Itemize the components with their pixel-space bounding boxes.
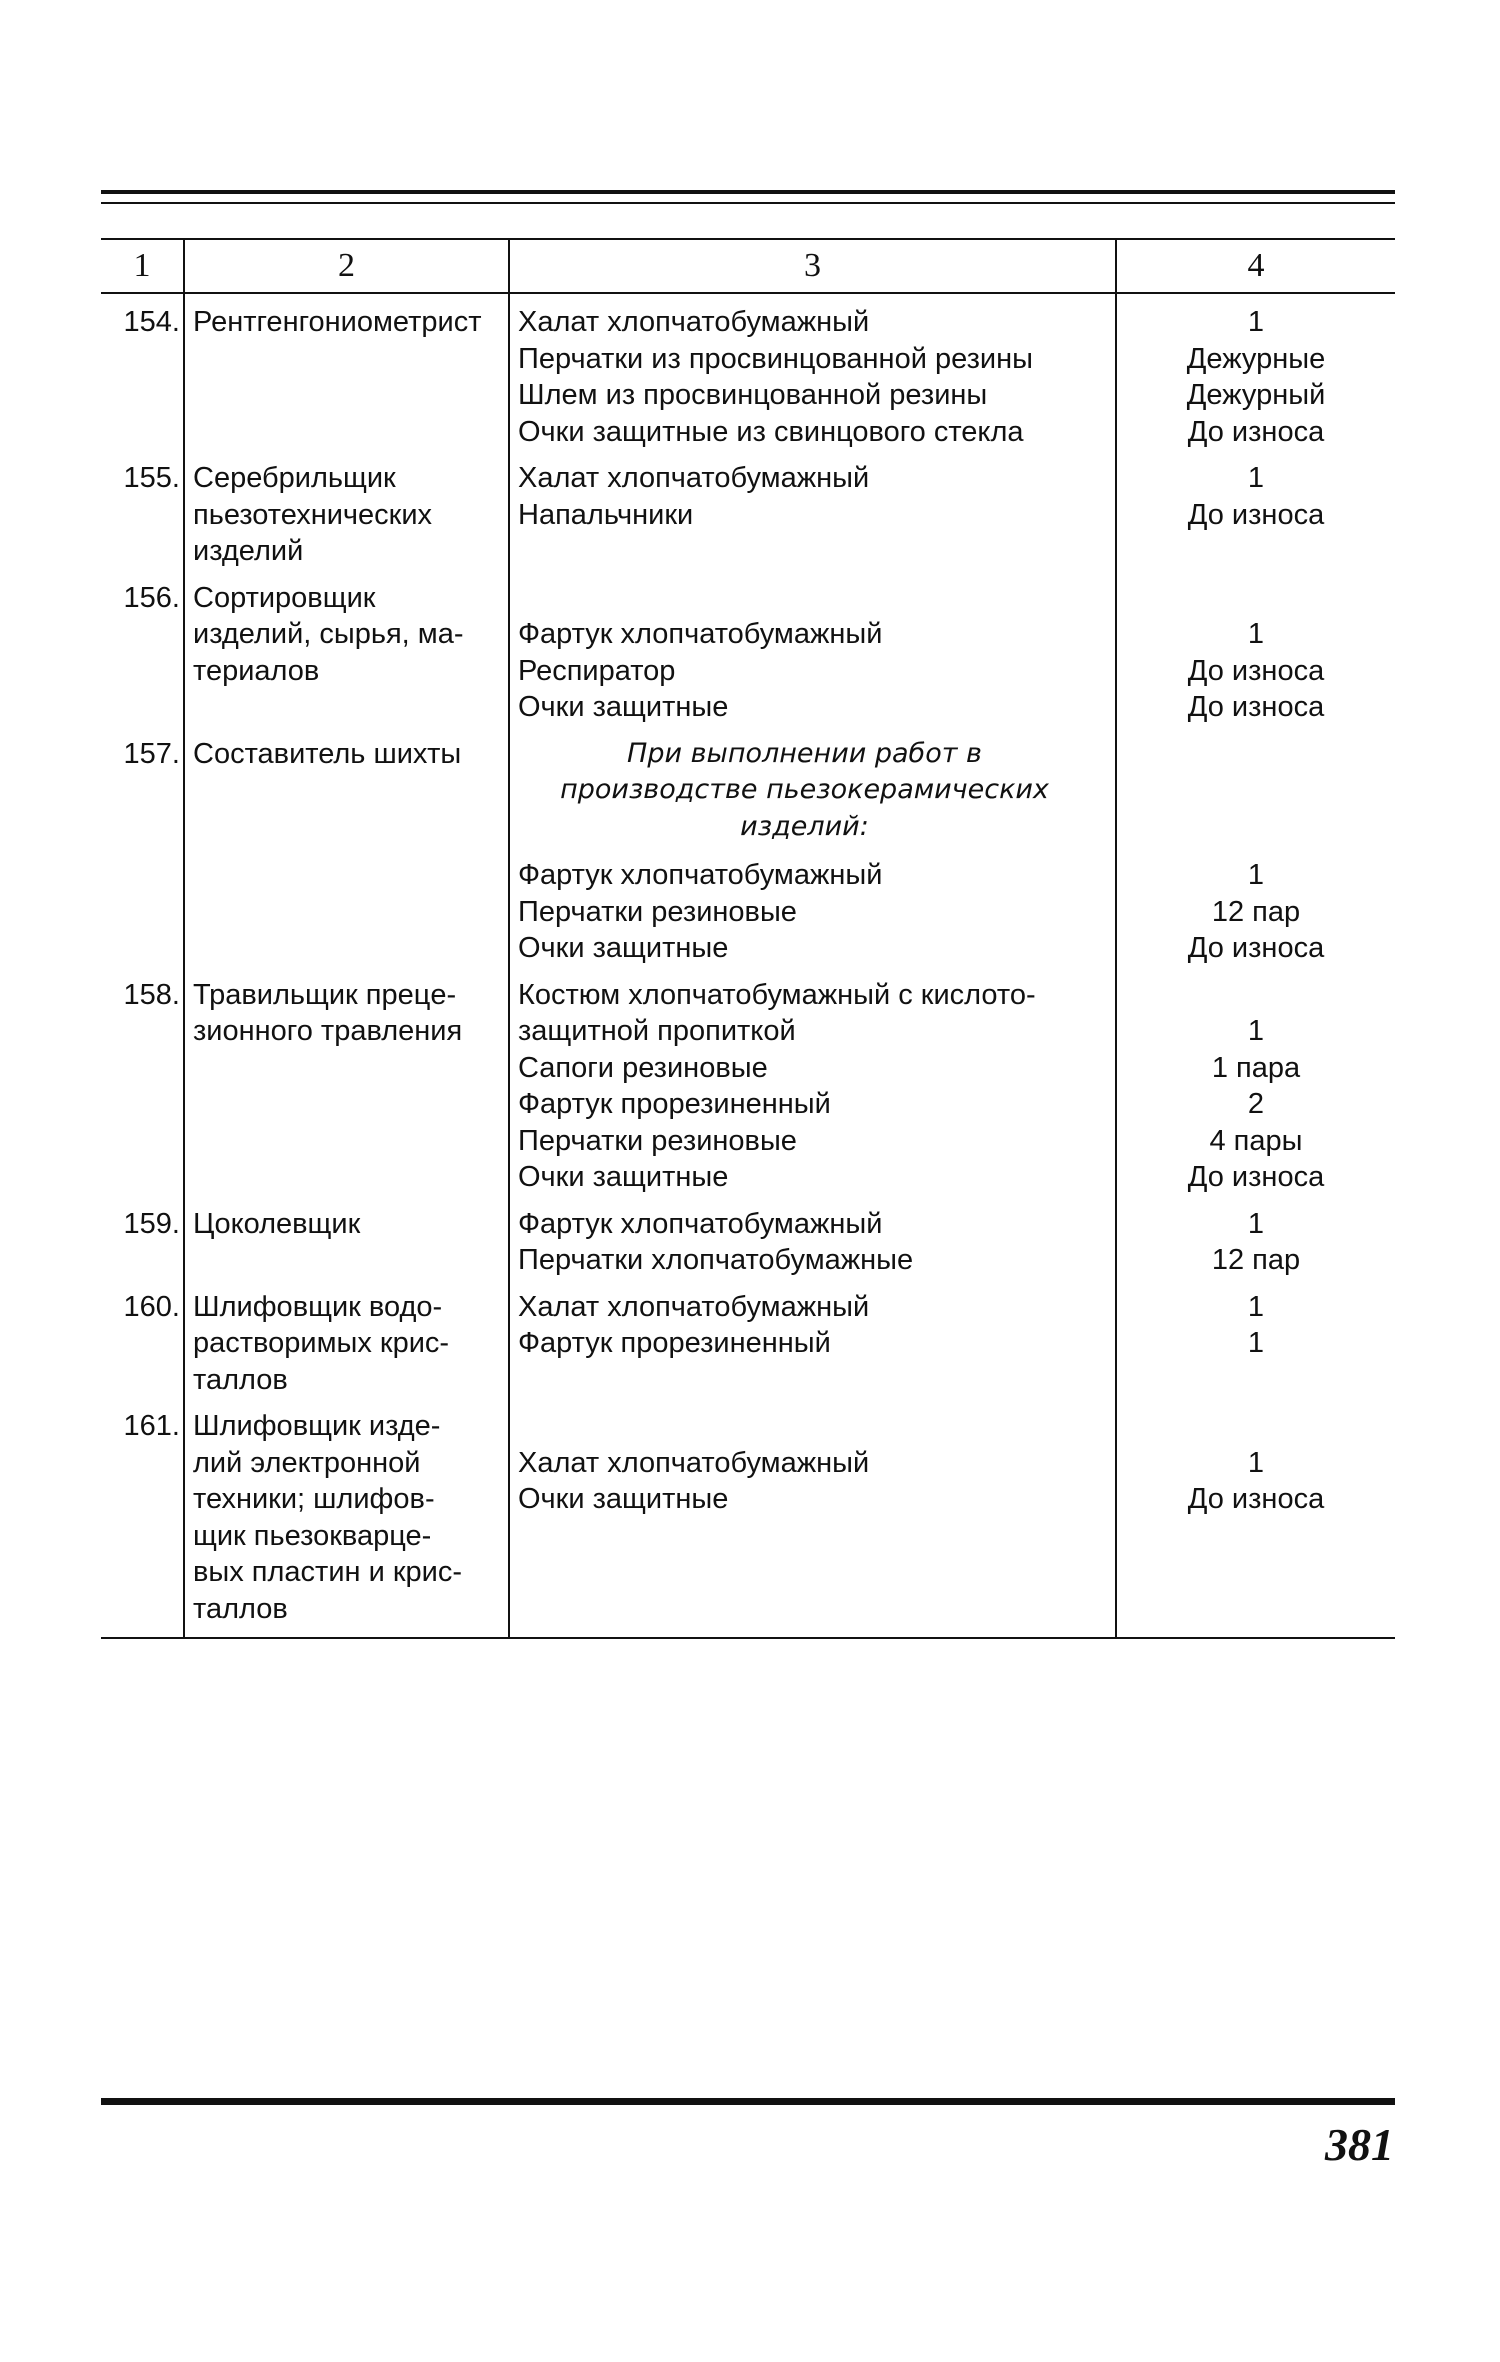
table-row	[101, 293, 1395, 460]
item-line: Костюм хлопчатобумажный с кислото-	[518, 978, 1036, 1011]
norm-line: 1	[1247, 1207, 1265, 1240]
item-line: Очки защитные	[518, 932, 729, 964]
top-rule-thin	[101, 202, 1395, 204]
profession-line: техники; шлифов-	[193, 1483, 435, 1515]
norm-line: До износа	[1187, 1161, 1325, 1193]
profession-line: Травильщик прецe-	[193, 978, 457, 1011]
norm-line: Дежурные	[1186, 342, 1326, 375]
item-line: Очки защитные из свинцового стекла	[518, 415, 1024, 448]
norm-line: 1 пара	[1211, 1051, 1301, 1084]
norms-cell	[1116, 580, 1395, 736]
norm-line: До износа	[1187, 654, 1325, 687]
item-line: Фартук хлопчатобумажный	[518, 1207, 883, 1240]
profession-line: пьезотехнических	[193, 498, 433, 531]
norms-cell	[1116, 736, 1395, 977]
profession-cell	[184, 1408, 509, 1638]
profession-line: Цоколевщик	[193, 1207, 361, 1240]
norm-line: 1	[1247, 1446, 1265, 1479]
item-line: Халат хлопчатобумажный	[518, 1290, 870, 1323]
row-number: 158.	[123, 978, 180, 1011]
norm-line: До износа	[1187, 415, 1325, 448]
norm-line: 4 пары	[1209, 1124, 1303, 1157]
norm-line: 1	[1247, 1327, 1265, 1359]
norm-line: 12 пар	[1211, 895, 1301, 928]
row-number: 161.	[101, 1408, 184, 1638]
norms-cell	[1116, 1408, 1395, 1638]
work-condition-note: изделий:	[740, 810, 869, 842]
norm-line: 1	[1247, 306, 1265, 338]
column-header-2: 2	[184, 239, 509, 293]
profession-line: териалов	[193, 654, 320, 687]
row-number: 160.	[123, 1290, 180, 1323]
items-cell	[509, 1408, 1116, 1638]
profession-line: Серебрильщик	[193, 462, 396, 494]
profession-cell	[184, 580, 509, 736]
norm-line: До износа	[1187, 498, 1325, 531]
norms-cell	[1116, 460, 1395, 580]
norm-line: До износа	[1187, 932, 1325, 964]
row-number: 156.	[123, 581, 180, 614]
table-row	[101, 1289, 1395, 1409]
item-line: Перчатки из просвинцованной резины	[518, 342, 1033, 375]
norm-line: До износа	[1187, 1483, 1325, 1515]
profession-line: растворимых крис-	[193, 1327, 450, 1359]
profession-line: Шлифовщик водо-	[193, 1290, 443, 1323]
item-line: Фартук хлопчатобумажный	[518, 618, 883, 650]
profession-line: щик пьезокварце-	[193, 1519, 432, 1552]
norms-cell	[1116, 1289, 1395, 1409]
item-line: Респиратор	[518, 654, 676, 687]
table-row	[101, 736, 1395, 977]
spacer-line	[1117, 736, 1395, 773]
item-line: Очки защитные	[518, 1483, 729, 1515]
top-rule-thick	[101, 190, 1395, 194]
norm-line: 1	[1247, 859, 1265, 891]
norm-line: Дежурный	[1186, 379, 1326, 411]
items-cell	[509, 293, 1116, 460]
norm-line: До износа	[1187, 691, 1325, 723]
protective-equipment-table	[101, 238, 1395, 1639]
profession-line: Составитель шихты	[193, 737, 462, 770]
profession-cell	[184, 293, 509, 460]
norm-line	[1117, 977, 1395, 1014]
item-line: защитной пропиткой	[518, 1015, 796, 1047]
profession-line: вых пластин и крис-	[193, 1556, 463, 1588]
row-number: 154.	[123, 306, 180, 338]
table-row	[101, 580, 1395, 736]
item-line	[518, 580, 1111, 617]
items-cell	[509, 580, 1116, 736]
spacer	[1117, 845, 1395, 857]
item-line: Очки защитные	[518, 1161, 729, 1193]
norm-line: 1	[1247, 618, 1265, 650]
profession-cell	[184, 1289, 509, 1409]
norm-line: 1	[1247, 1015, 1265, 1047]
norm-line	[1117, 1408, 1395, 1445]
row-number: 155.	[123, 462, 180, 494]
item-line: Халат хлопчатобумажный	[518, 1446, 870, 1479]
profession-line: зионного травления	[193, 1015, 463, 1047]
profession-cell	[184, 977, 509, 1206]
item-line: Халат хлопчатобумажный	[518, 306, 870, 338]
spacer	[518, 845, 1111, 857]
table-body	[101, 293, 1395, 1638]
items-cell	[509, 1289, 1116, 1409]
column-header-1: 1	[101, 239, 184, 293]
items-cell	[509, 1206, 1116, 1289]
item-line: Шлем из просвинцованной резины	[518, 379, 988, 411]
profession-line: изделий, сырья, ма-	[193, 618, 464, 650]
item-line: Напальчники	[518, 498, 694, 531]
item-line: Перчатки резиновые	[518, 895, 797, 928]
work-condition-note: производстве пьезокерамических	[560, 774, 1049, 805]
items-cell	[509, 736, 1116, 977]
norms-cell	[1116, 293, 1395, 460]
item-line: Халат хлопчатобумажный	[518, 462, 870, 494]
table-row	[101, 1408, 1395, 1638]
profession-line: лий электронной	[193, 1446, 421, 1479]
profession-line: Шлифовщик изде-	[193, 1410, 441, 1442]
profession-cell	[184, 460, 509, 580]
profession-line: Сортировщик	[193, 581, 376, 614]
work-condition-note: При выполнении работ в	[627, 737, 982, 769]
column-header-row	[101, 239, 1395, 293]
profession-cell	[184, 1206, 509, 1289]
item-line	[518, 1408, 1111, 1445]
items-cell	[509, 460, 1116, 580]
norm-line: 1	[1247, 462, 1265, 494]
spacer-line	[1117, 809, 1395, 846]
profession-line: таллов	[193, 1363, 288, 1396]
norm-line: 12 пар	[1211, 1244, 1301, 1276]
item-line: Фартук прорезиненный	[518, 1088, 831, 1120]
norm-line: 2	[1247, 1088, 1265, 1120]
item-line: Перчатки резиновые	[518, 1124, 797, 1157]
norms-cell	[1116, 1206, 1395, 1289]
item-line: Фартук прорезиненный	[518, 1327, 831, 1359]
row-number: 157.	[123, 737, 180, 770]
norms-cell	[1116, 977, 1395, 1206]
column-header-4: 4	[1116, 239, 1395, 293]
profession-line: таллов	[193, 1592, 288, 1625]
profession-line: изделий	[193, 535, 304, 567]
table-row	[101, 977, 1395, 1206]
profession-cell	[184, 736, 509, 977]
bottom-rule	[101, 2098, 1395, 2105]
item-line: Сапоги резиновые	[518, 1051, 768, 1084]
table-row	[101, 1206, 1395, 1289]
norm-line	[1117, 580, 1395, 617]
spacer-line	[1117, 772, 1395, 809]
item-line: Фартук хлопчатобумажный	[518, 859, 883, 891]
norm-line: 1	[1247, 1290, 1265, 1323]
profession-line: Рентгенгониометрист	[193, 306, 482, 338]
page-number: 381	[1325, 2119, 1394, 2170]
items-cell	[509, 977, 1116, 1206]
row-number: 159.	[123, 1207, 180, 1240]
item-line: Перчатки хлопчатобумажные	[518, 1244, 914, 1276]
column-header-3: 3	[509, 239, 1116, 293]
table-row	[101, 460, 1395, 580]
item-line: Очки защитные	[518, 691, 729, 723]
